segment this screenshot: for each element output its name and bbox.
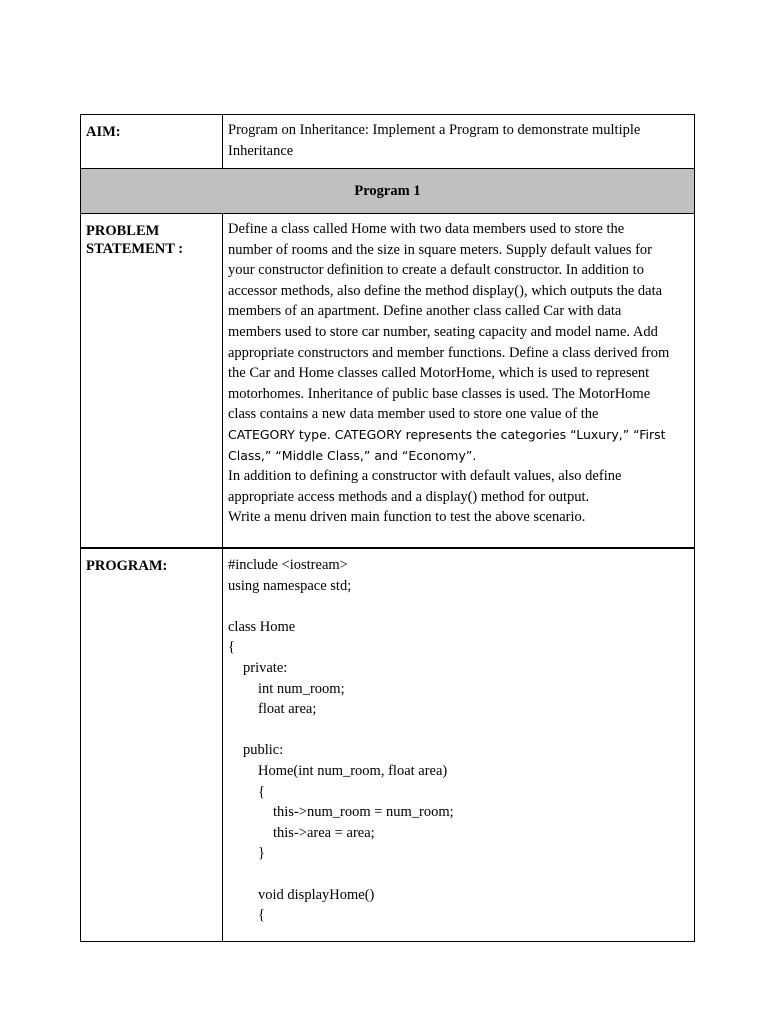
problem-line: Write a menu driven main function to test the above scenario.	[228, 509, 586, 526]
problem-line: In addition to defining a constructor with default values, also define	[228, 468, 622, 485]
code-line: this->num_room = num_room;	[273, 804, 454, 821]
problem-line: class contains a new data member used to store one value of the	[228, 406, 599, 423]
code-line: using namespace std;	[228, 577, 352, 594]
aim-line: Program on Inheritance: Implement a Program to demonstrate multiple	[228, 122, 641, 138]
problem-statement-row	[81, 214, 695, 549]
program-header-row	[81, 169, 695, 214]
problem-line: motorhomes. Inheritance of public base classes is used. The MotorHome	[228, 385, 651, 402]
code-line: Home(int num_room, float area)	[258, 762, 448, 779]
aim-text	[223, 115, 695, 169]
code-line: private:	[243, 659, 288, 676]
code-line: class Home	[228, 618, 296, 635]
problem-line: your constructor definition to create a default constructor. In addition to	[228, 262, 644, 279]
problem-statement-label	[81, 214, 223, 549]
code-line: {	[258, 783, 265, 800]
code-line: public:	[243, 742, 284, 759]
problem-line: appropriate constructors and member functions. Define a class derived from	[228, 344, 670, 361]
lab-document-table	[80, 114, 695, 942]
code-line: {	[228, 639, 235, 656]
problem-line: the Car and Home classes called MotorHome, which is used to represent	[228, 365, 650, 382]
code-line: #include <iostream>	[228, 557, 348, 573]
program-code	[223, 548, 695, 942]
problem-line: appropriate access methods and a display() method for output.	[228, 488, 590, 505]
program-header: Program 1	[81, 169, 695, 214]
code-line	[228, 864, 689, 885]
code-line: void displayHome()	[258, 886, 375, 903]
code-line: }	[258, 845, 265, 862]
problem-line: Define a class called Home with two data members used to store the	[228, 221, 625, 237]
code-line: {	[258, 907, 265, 924]
program-row	[81, 548, 695, 942]
program-label: PROGRAM:	[81, 548, 223, 942]
problem-line: members used to store car number, seating capacity and model name. Add	[228, 323, 658, 340]
problem-line: Class,” “Middle Class,” and “Economy”.	[228, 447, 477, 463]
aim-label: AIM:	[81, 115, 223, 169]
problem-line: CATEGORY type. CATEGORY represents the categories “Luxury,” “First	[228, 426, 666, 442]
problem-statement-text	[223, 214, 695, 549]
problem-label-line: STATEMENT :	[86, 241, 184, 257]
problem-label-line: PROBLEM	[86, 223, 160, 239]
code-line	[228, 720, 689, 741]
problem-line: members of an apartment. Define another class called Car with data	[228, 303, 622, 320]
code-line: float area;	[258, 701, 317, 718]
problem-line: accessor methods, also define the method display(), which outputs the data	[228, 282, 663, 299]
aim-line: Inheritance	[228, 142, 294, 159]
problem-line: number of rooms and the size in square meters. Supply default values for	[228, 241, 653, 258]
code-line: int num_room;	[258, 680, 345, 697]
aim-row	[81, 115, 695, 169]
code-line: this->area = area;	[273, 824, 375, 841]
code-line	[228, 596, 689, 617]
